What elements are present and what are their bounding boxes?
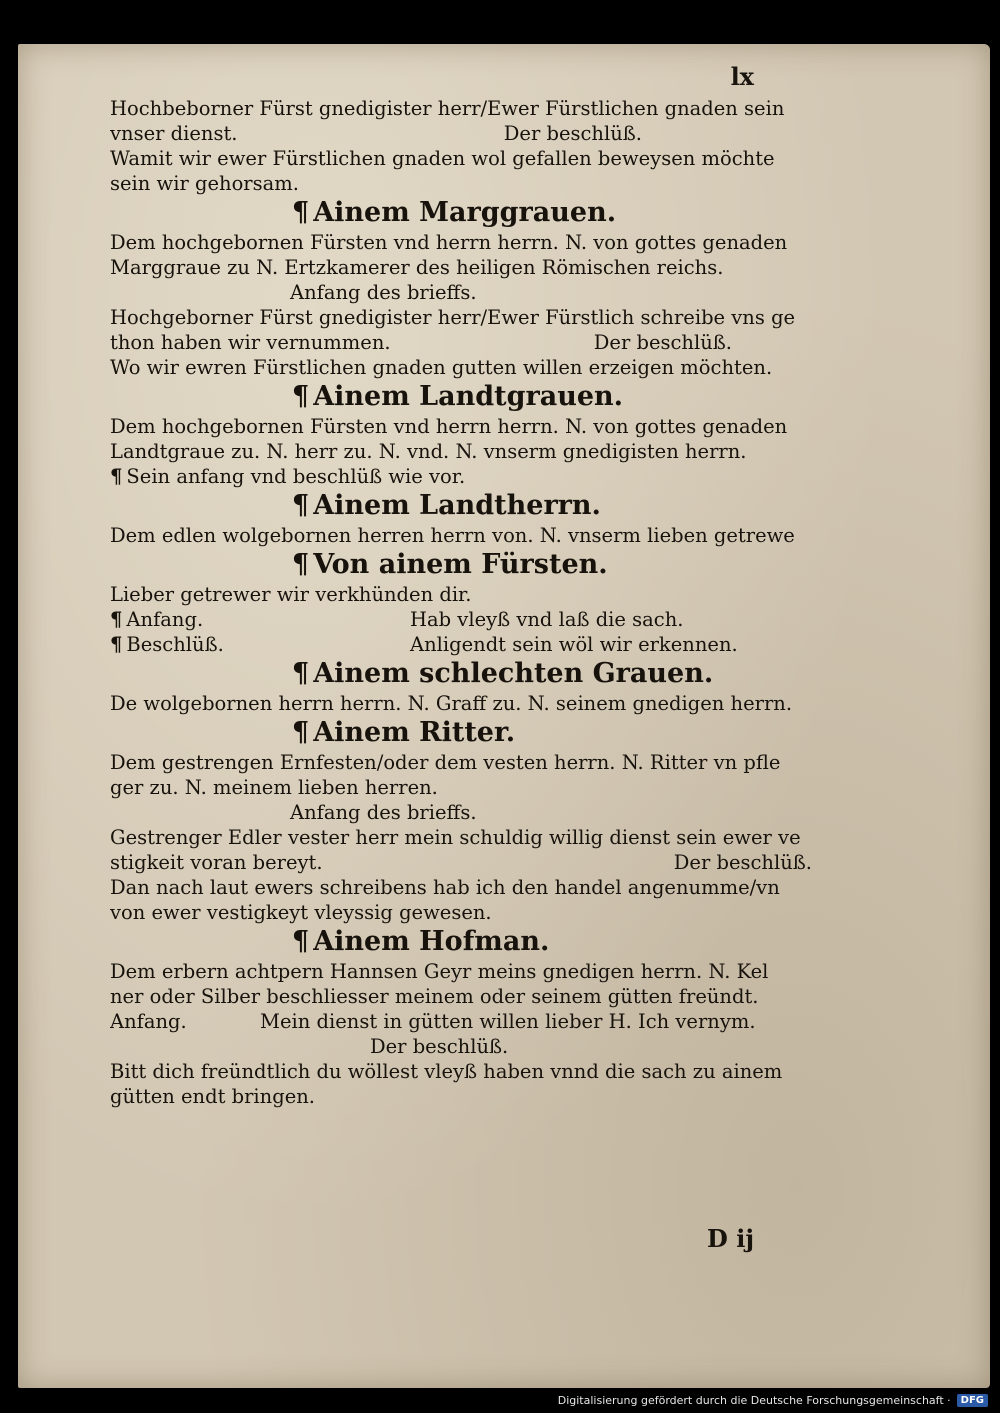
text-line — [110, 464, 822, 489]
heading-text: Ainem Hofman. — [313, 926, 550, 957]
pilcrow-icon: ¶ — [292, 490, 310, 521]
section-label: Anfang des brieffs. — [290, 801, 477, 824]
book-page — [18, 44, 990, 1388]
text-line: Dem hochgebornen Fürsten vnd herrn herrn. N. von gottes genaden — [110, 415, 788, 438]
text-line: Wamit wir ewer Fürstlichen gnaden wol gefallen beweysen möchte — [110, 147, 775, 170]
pilcrow-icon: ¶ — [292, 717, 310, 748]
heading-text: Ainem Landtherrn. — [313, 490, 601, 521]
text-segment: Hab vleyß vnd laß die sach. — [410, 608, 684, 631]
text-line: sein wir gehorsam. — [110, 172, 299, 195]
section-heading — [110, 196, 822, 230]
digitization-footer — [558, 1394, 988, 1407]
text-line: Dan nach laut ewers schreibens hab ich den handel angenumme/vn — [110, 876, 780, 899]
text-line: Marggraue zu N. Ertzkamerer des heiligen Römischen reichs. — [110, 256, 724, 279]
section-label: Der beschlüß. — [370, 1035, 509, 1058]
text-line — [110, 607, 822, 632]
section-heading — [110, 548, 822, 582]
pilcrow-icon: ¶ — [292, 381, 310, 412]
section-label: Der beschlüß. — [503, 122, 642, 145]
text-line: Gestrenger Edler vester herr mein schuldig willig dienst sein ewer ve — [110, 826, 801, 849]
text-line: ger zu. N. meinem lieben herren. — [110, 776, 438, 799]
page-text — [110, 96, 822, 1109]
text-line: Lieber getrewer wir verkhünden dir. — [110, 583, 472, 606]
heading-text: Ainem schlechten Grauen. — [313, 658, 714, 689]
text-segment — [110, 607, 410, 632]
text-line: Hochbeborner Fürst gnedigister herr/Ewer Fürstlichen gnaden sein — [110, 97, 785, 120]
text-line: ner oder Silber beschliesser meinem oder seinem gütten freündt. — [110, 985, 759, 1008]
text-segment: thon haben wir vernummen. — [110, 331, 391, 354]
text-line: Dem gestrengen Ernfesten/oder dem vesten herrn. N. Ritter vn pfle — [110, 751, 781, 774]
pilcrow-icon: ¶ — [292, 197, 310, 228]
pilcrow-icon: ¶ — [110, 465, 123, 488]
heading-text: Von ainem Fürsten. — [313, 549, 608, 580]
text-line: De wolgebornen herrn herrn. N. Graff zu. N. seinem gnedigen herrn. — [110, 692, 793, 715]
text-segment: Sein anfang vnd beschlüß wie vor. — [126, 465, 466, 488]
text-line: Hochgeborner Fürst gnedigister herr/Ewer Fürstlich schreibe vns ge — [110, 306, 796, 329]
text-line: gütten endt bringen. — [110, 1085, 316, 1108]
text-line: Dem hochgebornen Fürsten vnd herrn herrn. N. von gottes genaden — [110, 231, 788, 254]
section-label: Beschlüß. — [126, 633, 224, 656]
text-line — [110, 121, 822, 146]
dfg-logo: DFG — [957, 1394, 988, 1407]
section-heading — [110, 716, 822, 750]
text-line — [110, 632, 822, 657]
pilcrow-icon: ¶ — [292, 658, 310, 689]
heading-text: Ainem Ritter. — [313, 717, 516, 748]
section-heading — [110, 380, 822, 414]
text-line — [110, 850, 822, 875]
text-line: Bitt dich freündtlich du wöllest vleyß haben vnnd die sach zu ainem — [110, 1060, 783, 1083]
text-line: Wo wir ewren Fürstlichen gnaden gutten willen erzeigen möchten. — [110, 356, 773, 379]
heading-text: Ainem Marggrauen. — [313, 197, 617, 228]
text-segment: vnser dienst. — [110, 122, 238, 145]
text-line: Dem edlen wolgebornen herren herrn von. N. vnserm lieben getrewe — [110, 524, 795, 547]
pilcrow-icon: ¶ — [292, 926, 310, 957]
pilcrow-icon: ¶ — [110, 633, 123, 656]
section-heading — [110, 489, 822, 523]
heading-text: Ainem Landtgrauen. — [313, 381, 624, 412]
section-label: Anfang des brieffs. — [290, 281, 477, 304]
section-heading — [110, 925, 822, 959]
section-label: Anfang. — [110, 1010, 187, 1033]
section-label: Der beschlüß. — [593, 331, 732, 354]
section-label: Anfang. — [126, 608, 204, 631]
text-line: von ewer vestigkeyt vleyssig gewesen. — [110, 901, 492, 924]
section-heading — [110, 657, 822, 691]
section-label: Der beschlüß. — [673, 851, 812, 874]
footer-text: Digitalisierung gefördert durch die Deutsche Forschungsgemeinschaft · — [557, 1394, 951, 1407]
pilcrow-icon: ¶ — [292, 549, 310, 580]
text-line — [110, 330, 822, 355]
text-segment: Anligendt sein wöl wir erkennen. — [410, 633, 738, 656]
text-segment — [110, 632, 410, 657]
text-segment: stigkeit voran bereyt. — [110, 851, 323, 874]
text-segment: Mein dienst in gütten willen lieber H. Ich vernym. — [260, 1010, 756, 1033]
folio-number: lx — [730, 62, 754, 91]
text-line: Landtgraue zu. N. herr zu. N. vnd. N. vnserm gnedigisten herrn. — [110, 440, 747, 463]
text-line: Dem erbern achtpern Hannsen Geyr meins gnedigen herrn. N. Kel — [110, 960, 769, 983]
text-line — [110, 1009, 822, 1034]
pilcrow-icon: ¶ — [110, 608, 123, 631]
signature-mark: D ij — [707, 1224, 754, 1253]
